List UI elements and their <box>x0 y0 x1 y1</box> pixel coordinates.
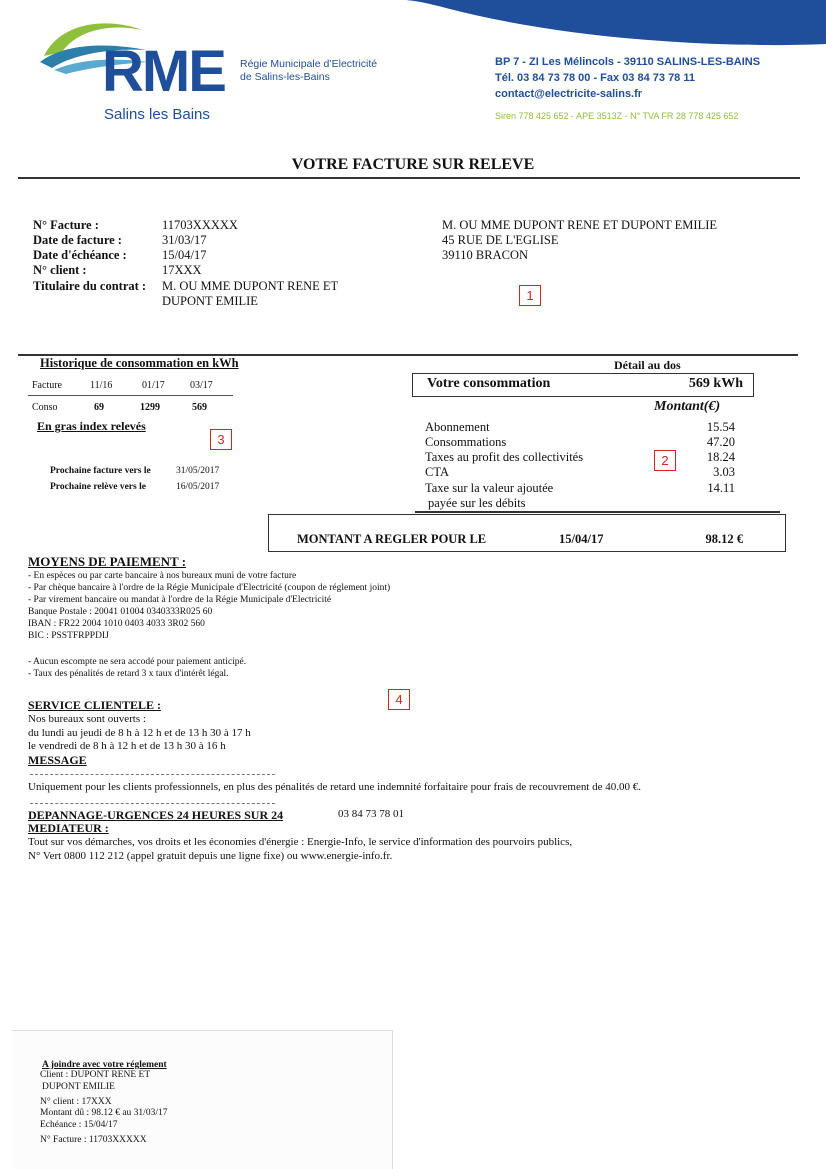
detail-line-label: Abonnement <box>425 420 490 434</box>
org-name-line1: Régie Municipale d’Electricité <box>240 58 378 70</box>
total-label: MONTANT A REGLER POUR LE <box>297 532 487 546</box>
company-phone: Tél. 03 84 73 78 00 - Fax 03 84 73 78 11 <box>495 72 695 84</box>
consumption-box <box>412 373 754 397</box>
total-box <box>268 514 786 552</box>
invoice-date-label: Date de facture : <box>33 233 122 247</box>
client-number-label: N° client : <box>33 263 87 277</box>
service-hours-line: du lundi au jeudi de 8 h à 12 h et de 13 h 30 à 17 h <box>28 727 251 739</box>
message-text: Uniquement pour les clients professionnels, en plus des pénalités de retard une indemnité forfaitaire pour frais de recouvrement de 40.00 €. <box>28 781 642 793</box>
marker-3: 3 <box>210 429 232 450</box>
history-cell-facture: Facture <box>32 380 62 391</box>
logo-text: RME <box>102 39 225 104</box>
next-reading-label: Prochaine relève vers le <box>50 482 146 492</box>
detail-heading: Détail au dos <box>614 358 681 372</box>
company-legal: Siren 778 425 652 - APE 3513Z - N° TVA FR 28 778 425 652 <box>495 111 739 121</box>
stub-title: A joindre avec votre réglement <box>42 1060 167 1070</box>
mediator-line2: N° Vert 0800 112 212 (appel gratuit depuis une ligne fixe) ou www.energie-info.fr. <box>28 850 393 862</box>
detail-line-label: Taxes au profit des collectivités <box>425 450 584 464</box>
history-divider <box>28 395 233 396</box>
service-hours-line: le vendredi de 8 h à 12 h et de 13 h 30 à 16 h <box>28 740 226 752</box>
payment-line: BIC : PSSTFRPPDIJ <box>28 631 109 641</box>
logo-subtitle: Salins les Bains <box>104 106 210 123</box>
recipient-line2: 45 RUE DE L'EGLISE <box>442 233 559 247</box>
vat-sublabel: payée sur les débits <box>428 496 526 510</box>
invoice-date-value: 31/03/17 <box>162 233 207 247</box>
history-cell-value3: 569 <box>192 402 207 413</box>
detail-line-value: 3.03 <box>713 465 735 479</box>
history-cell-value2: 1299 <box>140 402 160 413</box>
payment-line: Banque Postale : 20041 01004 0340333R025 60 <box>28 607 213 617</box>
payment-line: IBAN : FR22 2004 1010 0403 4033 3R02 560 <box>28 619 205 629</box>
org-name-line2: de Salins-les-Bains <box>240 71 330 83</box>
service-hours-line: Nos bureaux sont ouverts : <box>28 713 146 725</box>
detail-line-value: 14.11 <box>707 481 735 495</box>
history-cell-period3: 03/17 <box>190 380 213 391</box>
logo <box>30 14 230 126</box>
emergency-title: DEPANNAGE-URGENCES 24 HEURES SUR 24 <box>28 808 284 822</box>
emergency-phone: 03 84 73 78 01 <box>338 808 404 820</box>
next-invoice-date: 31/05/2017 <box>176 466 220 476</box>
due-date-value: 15/04/17 <box>162 248 207 262</box>
total-amount: 98.12 € <box>705 532 743 546</box>
recipient-line1: M. OU MME DUPONT RENE ET DUPONT EMILIE <box>442 218 717 232</box>
amount-heading: Montant(€) <box>654 399 721 414</box>
history-cell-conso: Conso <box>32 402 58 413</box>
history-cell-period2: 01/17 <box>142 380 165 391</box>
message-title: MESSAGE <box>28 753 87 767</box>
contract-holder-label: Titulaire du contrat : <box>33 279 147 293</box>
detail-line-value: 15.54 <box>706 420 735 434</box>
contract-holder-line2: DUPONT EMILIE <box>162 294 258 308</box>
due-date-label: Date d'échéance : <box>33 248 127 262</box>
marker-4: 4 <box>388 689 410 710</box>
history-note: En gras index relevés <box>37 419 146 433</box>
marker-1: 1 <box>519 285 541 306</box>
next-reading-date: 16/05/2017 <box>176 482 220 492</box>
recipient-line3: 39110 BRACON <box>442 248 529 262</box>
detail-line-label: CTA <box>425 465 449 479</box>
stub-line: Client : DUPONT RENE ET <box>40 1070 151 1080</box>
detail-bottom-rule <box>415 511 780 513</box>
stub-line: N° Facture : 11703XXXXX <box>40 1135 147 1145</box>
payment-note: - Taux des pénalités de retard 3 x taux d'intérêt légal. <box>28 669 229 679</box>
payment-title: MOYENS DE PAIEMENT : <box>28 554 187 569</box>
document-title: VOTRE FACTURE SUR RELEVE <box>291 156 535 173</box>
mediator-title: MEDIATEUR : <box>28 821 109 835</box>
total-date: 15/04/17 <box>559 532 604 546</box>
header-swoosh <box>406 0 826 58</box>
detail-line-label: Taxe sur la valeur ajoutée <box>425 481 554 495</box>
client-number-value: 17XXX <box>162 263 202 277</box>
detail-line-label: Consommations <box>425 435 507 449</box>
next-invoice-label: Prochaine facture vers le <box>50 466 151 476</box>
stub-line: N° client : 17XXX <box>40 1097 112 1107</box>
payment-line: - En espèces ou par carte bancaire à nos bureaux muni de votre facture <box>28 571 297 581</box>
message-divider <box>30 774 275 775</box>
history-cell-period1: 11/16 <box>90 380 113 391</box>
stub-line: DUPONT EMILIE <box>42 1082 115 1092</box>
consumption-value: 569 kWh <box>688 376 743 391</box>
history-title: Historique de consommation en kWh <box>40 356 239 370</box>
company-address: BP 7 - ZI Les Mélincols - 39110 SALINS-LES-BAINS <box>495 56 761 68</box>
mediator-line1: Tout sur vos démarches, vos droits et les économies d'énergie : Energie-Info, le service d'information des pourvoirs publics, <box>28 836 573 848</box>
invoice-number-label: N° Facture : <box>33 218 99 232</box>
payment-line: - Par virement bancaire ou mandat à l'ordre de la Régie Municipale d'Electricité <box>28 595 332 605</box>
stub-line: Echéance : 15/04/17 <box>40 1120 118 1130</box>
detail-line-value: 47.20 <box>706 435 735 449</box>
consumption-label: Votre consommation <box>427 376 551 391</box>
detail-line-value: 18.24 <box>706 450 735 464</box>
message-divider-bottom <box>30 803 275 804</box>
service-title: SERVICE CLIENTELE : <box>28 698 161 712</box>
invoice-number-value: 11703XXXXX <box>162 218 238 232</box>
title-rule <box>18 177 800 179</box>
payment-line: - Par chèque bancaire à l'ordre de la Régie Municipale d'Electricité (coupon de réglement joint) <box>28 583 391 593</box>
marker-2: 2 <box>654 450 676 471</box>
history-cell-value1: 69 <box>94 402 104 413</box>
payment-note: - Aucun escompte ne sera accodé pour paiement anticipé. <box>28 657 247 667</box>
contract-holder-line1: M. OU MME DUPONT RENE ET <box>162 279 339 293</box>
stub-line: Montant dû : 98.12 € au 31/03/17 <box>40 1108 168 1118</box>
company-email: contact@electricite-salins.fr <box>495 88 643 100</box>
